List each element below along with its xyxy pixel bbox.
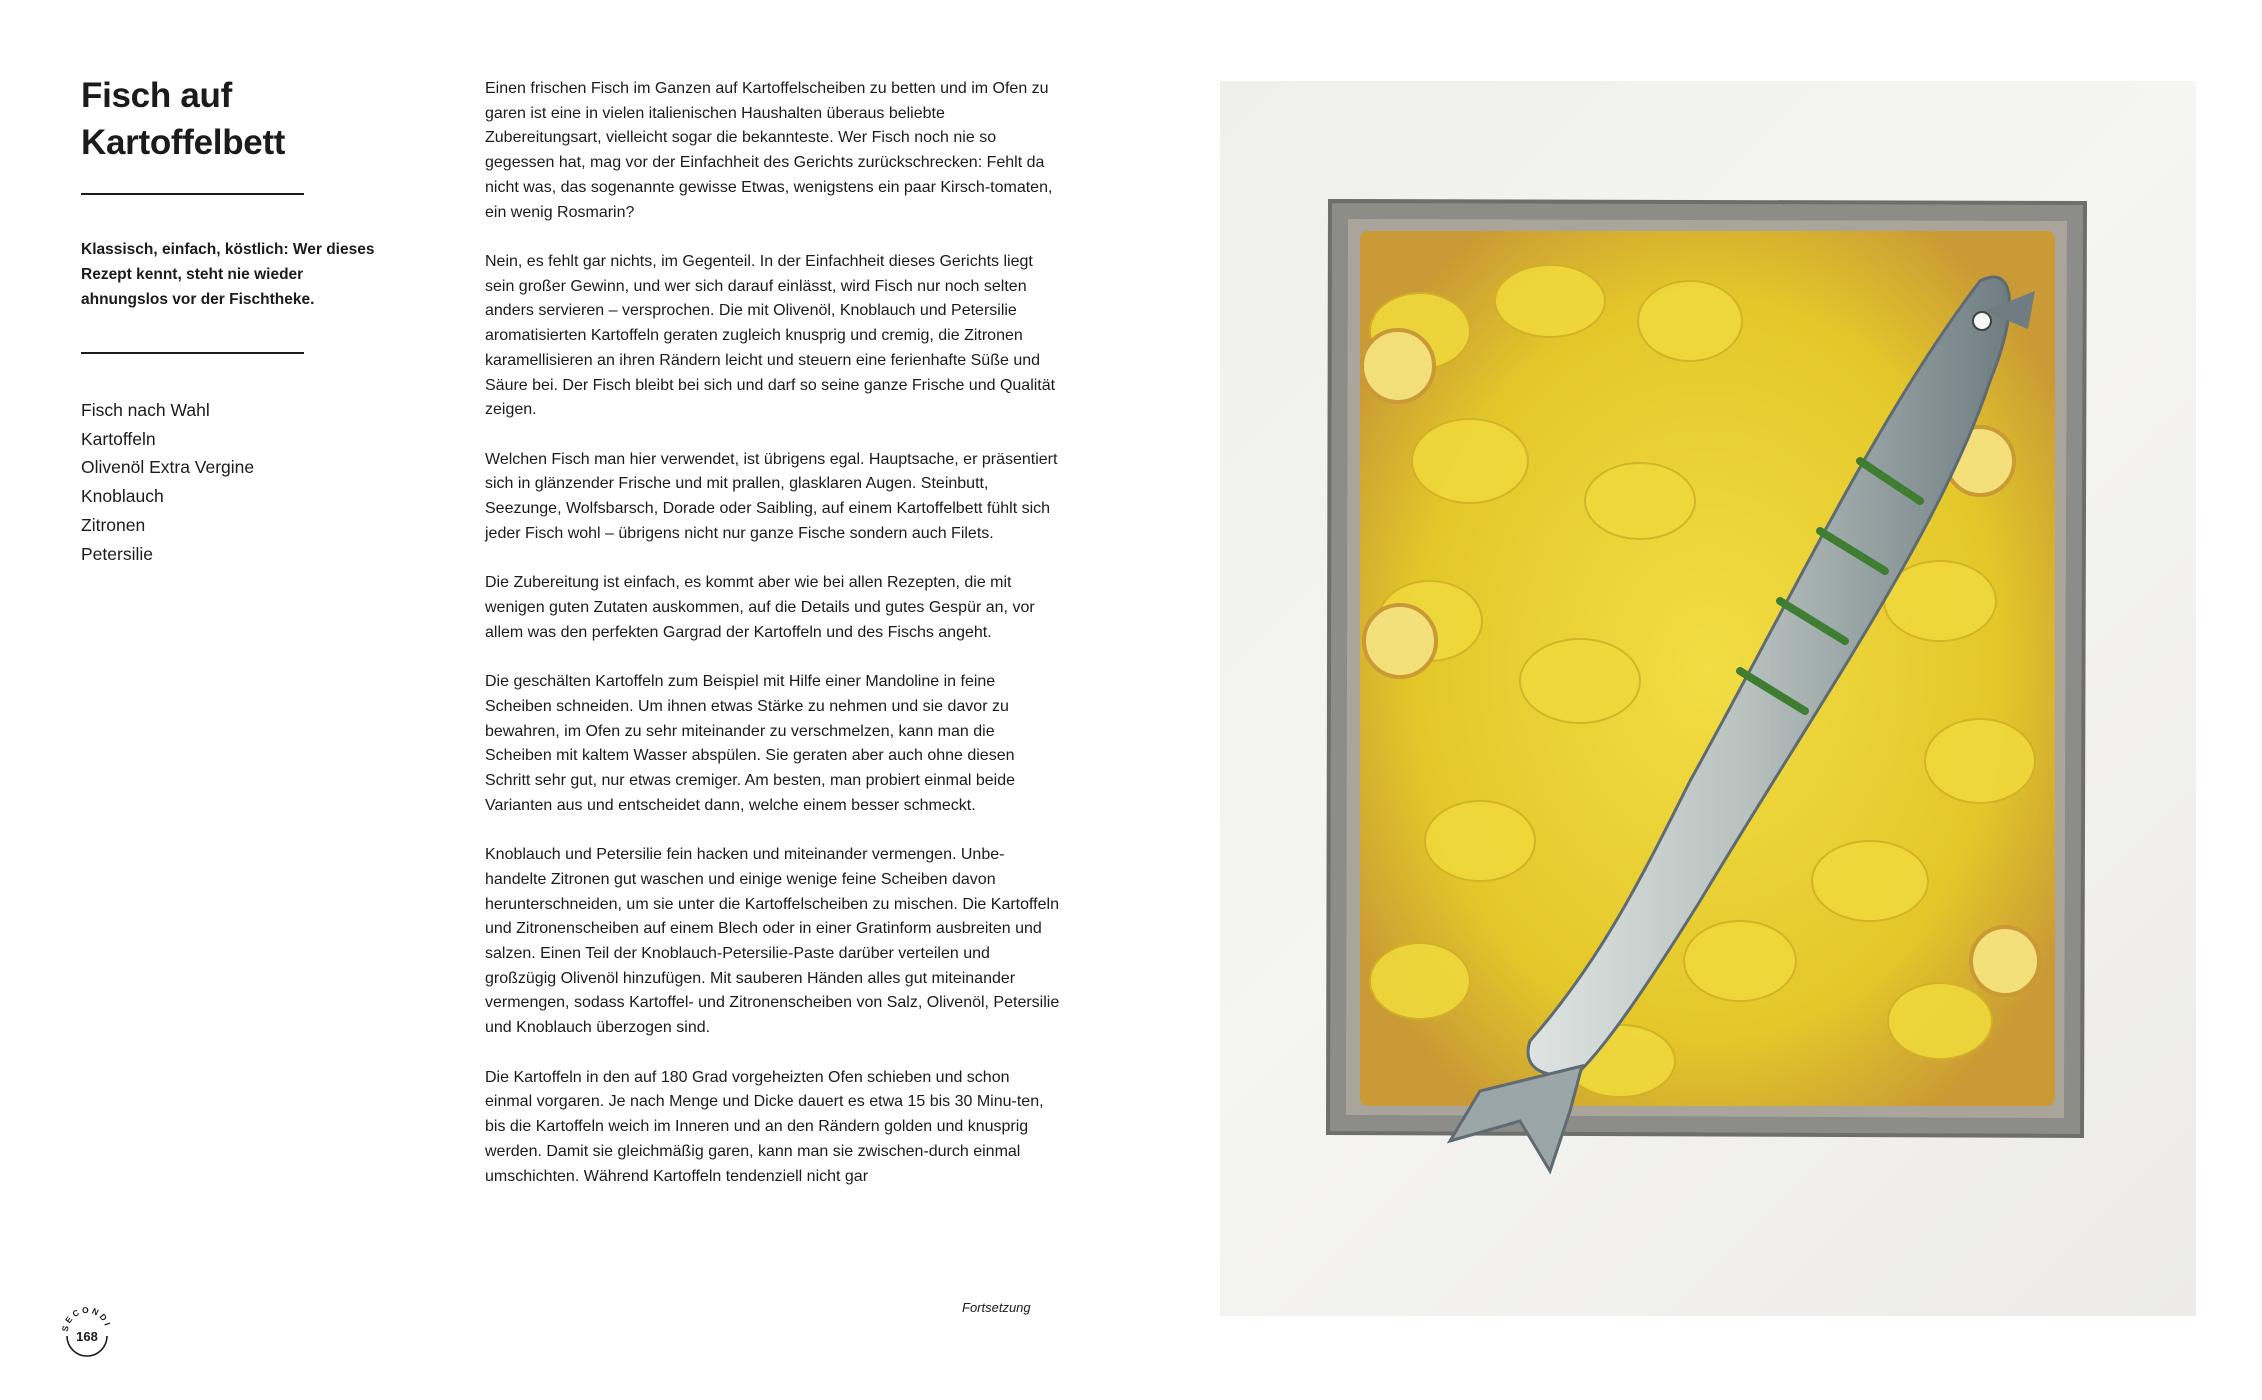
recipe-title — [81, 72, 411, 166]
ingredient-item: Kartoffeln — [81, 428, 156, 449]
ingredient-item: Petersilie — [81, 543, 153, 564]
body-paragraph: Knoblauch und Petersilie fein hacken und miteinander vermengen. Unbe-handelte Zitronen gut waschen und einige wenige feine Scheiben davon herunterschneiden, um sie unter die Kartoffelscheiben zu mischen. Die Kartoffeln und Zitronenscheiben auf einem Blech oder in einer Gratinform ausbreiten und salzen. Einen Teil der Knoblauch-Petersilie-Paste darüber verteilen und großzügig Olivenöl hinzufügen. Mit sauberen Händen alles gut miteinander vermengen, sodass Kartoffel- und Zitronenscheiben von Salz, Olivenöl, Petersilie und Knoblauch überzogen sind. — [485, 846, 1060, 1037]
body-paragraph: Die geschälten Kartoffeln zum Beispiel mit Hilfe einer Mandoline in feine Scheiben schneiden. Um ihnen etwas Stärke zu nehmen und sie davor zu bewahren, im Ofen zu sehr miteinander zu verschmelzen, kann man die Scheiben mit kaltem Wasser abspülen. Sie geraten aber auch ohne diesen Schritt sehr gut, nur etwas cremiger. Am besten, man probiert einmal beide Varianten aus und entscheidet dann, welche einem besser schmeckt. — [485, 673, 1016, 814]
body-paragraph: Die Kartoffeln in den auf 180 Grad vorgeheizten Ofen schieben und schon einmal vorgaren. Je nach Menge und Dicke dauert es etwa 15 bis 30 Minu-ten, bis die Kartoffeln weich im Inneren und an den Rändern golden und knusprig werden. Damit sie gleichmäßig garen, kann man sie zwischen-durch einmal umschichten. Während Kartoffeln tendenziell nicht gar — [485, 1068, 1044, 1185]
page-number: 168 — [76, 1329, 98, 1344]
recipe-title-line2: Kartoffelbett — [81, 123, 286, 162]
body-paragraph: Welchen Fisch man hier verwendet, ist übrigens egal. Hauptsache, er präsentiert sich in glänzender Frische und mit prallen, glasklaren Augen. Steinbutt, Seezunge, Wolfsbarsch, Dorade oder Saibling, auf einem Kartoffelbett fühlt sich jeder Fisch wohl – übrigens nicht nur ganze Fische sondern auch Filets. — [485, 450, 1058, 542]
ingredient-list — [81, 396, 254, 568]
section-label: SECONDI — [60, 1305, 114, 1333]
divider-bottom — [81, 352, 304, 354]
continued-label: Fortsetzung — [962, 1300, 1031, 1315]
body-paragraph: Einen frischen Fisch im Ganzen auf Kartoffelscheiben zu betten und im Ofen zu garen ist eine in vielen italienischen Haushalten überaus beliebte Zubereitungsart, vielleicht sogar die bekannteste. Wer Fisch noch nie so gegessen hat, mag vor der Einfachheit des Gerichts zurückschrecken: Fehlt da nicht was, das sogenannte gewisse Etwas, wenigstens ein paar Kirsch-tomaten, ein wenig Rosmarin? — [485, 80, 1053, 221]
dish-photo — [1220, 81, 2196, 1316]
ingredient-item: Fisch nach Wahl — [81, 400, 210, 420]
recipe-title-line1: Fisch auf — [81, 76, 232, 115]
ingredient-item: Zitronen — [81, 514, 146, 535]
divider-top — [81, 193, 304, 195]
page-number-badge — [60, 1305, 114, 1359]
body-paragraph: Nein, es fehlt gar nichts, im Gegenteil. In der Einfachheit dieses Gerichts liegt sein großer Gewinn, und wer sich darauf einlässt, wird Fisch nur noch selten anders servieren – versprochen. Die mit Olivenöl, Knoblauch und Petersilie aromatisierten Kartoffeln geraten zugleich knusprig und cremig, die Zitronen karamellisieren an ihren Rändern leicht und steuern eine ferienhafte Süße und Säure bei. Der Fisch bleibt bei sich und darf so seine ganze Frische und Qualität zeigen. — [485, 253, 1056, 419]
recipe-body — [485, 77, 1061, 1214]
recipe-intro: Klassisch, einfach, köstlich: Wer dieses Rezept kennt, steht nie wieder ahnungslos vor der Fischtheke. — [81, 241, 375, 308]
ingredient-item: Olivenöl Extra Vergine — [81, 457, 255, 478]
ingredient-item: Knoblauch — [81, 486, 164, 507]
body-paragraph: Die Zubereitung ist einfach, es kommt aber wie bei allen Rezepten, die mit wenigen guten Zutaten auskommen, auf die Details und gutes Gespür an, vor allem was den perfekten Gargrad der Kartoffeln und des Fischs angeht. — [485, 574, 1035, 641]
